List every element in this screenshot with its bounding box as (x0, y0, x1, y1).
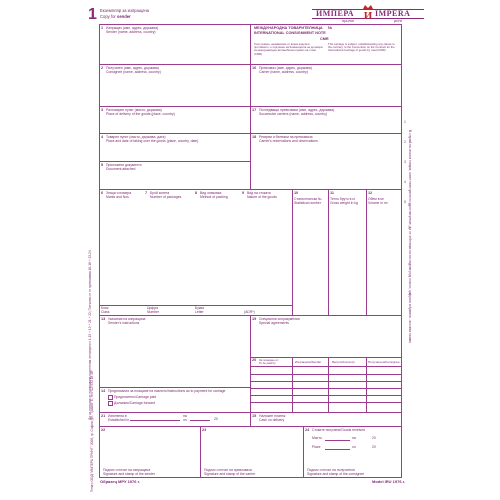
divider (99, 133, 250, 134)
carrier-signature-en: Signature and stamp of the carrier (204, 472, 256, 476)
field-1-label-en: Sender (name, address, country) (106, 30, 156, 34)
letter-label-en: Letter (195, 310, 204, 314)
copy-label-en-party: sender (117, 14, 131, 19)
field-19-label-bg: Специални споразумения (259, 317, 300, 321)
field-24-label: Стоките получени/Goods received (312, 428, 365, 432)
on-label-en: on (183, 418, 187, 422)
field-number: 7 (145, 191, 148, 195)
divider (250, 366, 402, 367)
letter-label: Буква (195, 306, 204, 310)
title-en: INTERNATIONAL CONSIGNMENT NOTE (254, 31, 326, 35)
sender-input[interactable] (104, 36, 246, 62)
field-number: 19 (252, 317, 257, 321)
consignee-input[interactable] (104, 76, 246, 104)
carrier-input[interactable] (254, 76, 398, 104)
divider (99, 64, 402, 65)
divider (99, 161, 250, 162)
field-number: 6 (101, 191, 104, 195)
divider (366, 357, 367, 412)
class-label-en: Class (101, 310, 110, 314)
field-14-label: Предписания за плащане на навлото/Instructions as to payment for carriage (108, 389, 226, 393)
field-11-label-bg: Тегло бруто в кг (330, 197, 356, 201)
divider (328, 357, 329, 412)
field-13-label-en: Sender's instructions (108, 321, 140, 325)
margin-number: 5 (404, 200, 406, 204)
field-10-label-bg: Статистически № (294, 197, 322, 201)
place-label-bg: Място (312, 436, 322, 440)
field-17-label-en: Successive carriers (name, address, country) (259, 112, 328, 116)
copy-number: 1 (88, 6, 97, 23)
field-7-label-bg: Брой колета (150, 191, 170, 195)
field-22: 22 (101, 428, 106, 432)
field-16-label-en: Carrier (name, address, country) (259, 70, 308, 74)
carrier-reservations-input[interactable] (254, 145, 398, 187)
logo-text-left: ИМПЕРА (316, 9, 354, 18)
field-number: 10 (294, 191, 299, 195)
divider (250, 374, 402, 375)
field-4-label-en: Place and date of taking over the goods (place, country, date) (106, 139, 199, 143)
sender-signature-bg: Подпис и печат на изпращача (103, 468, 151, 472)
field-20-label-en: To be paid by (259, 361, 276, 365)
field-1-label-bg: Изпращач (име, адрес, държава) (106, 26, 159, 30)
field-number: 2 (101, 66, 104, 70)
field-15-label-en: Cash on delivery (259, 418, 285, 422)
left-margin-text: Да се попълва от превозвача под негова отговорност 1-15 + 19 + 21 + 22; Попълва се от превозвача 16-18 + 23-24 (88, 250, 92, 420)
divider (292, 189, 293, 315)
field-number: 20 (252, 358, 257, 362)
carriage-forward-label: Дължимо/Carriage forward (114, 401, 155, 405)
field-7-label-en: Number of packages (150, 195, 182, 199)
left-margin-imprint: Печат: ООД "ИМПЕРА ПРИНТ" 2008, гр. София, ул. "Тракия" 6, тел. 02/ 931 18 10 (90, 371, 94, 492)
copy-label-bg: Екземпляр за изпращача (100, 8, 150, 13)
logo-sub-right: print (394, 18, 402, 23)
taking-over-input[interactable] (104, 145, 246, 159)
divider (250, 412, 402, 413)
divider (250, 381, 402, 382)
field-9-label-en: Nature of the goods (247, 195, 277, 199)
carrier-signature-bg: Подпис и печат на превозвача (204, 468, 252, 472)
carriage-forward-checkbox[interactable] (108, 401, 113, 406)
field-11-label-en: Gross weight in kg (330, 201, 358, 205)
divider (328, 189, 329, 315)
logo-crown-icon (362, 4, 374, 20)
field-number: 11 (330, 191, 335, 195)
pay-col-currency: Валута/Currency (332, 360, 355, 364)
impera-logo (312, 4, 424, 24)
field-4-label-bg: Товарен пункт (място, държава, дата) (106, 135, 166, 139)
divider (250, 395, 402, 396)
successive-carriers-input[interactable] (254, 118, 398, 131)
field-17-label-bg: Последващи превозвачи (име, адрес, държава) (259, 108, 335, 112)
right-margin-text: В случай на опасни товари, освен евентуалното удостоверение, да се отбележи на последния ред: класът, цифрата и буквата - ако има такива (408, 130, 412, 343)
field-number: 16 (252, 66, 257, 70)
on-label-bg: на (183, 414, 187, 418)
title-cmr: CMR (320, 37, 329, 41)
consignee-signature-en: Signature and stamp of the consignee (307, 472, 365, 476)
sender-signature-en: Signature and stamp of the sender (103, 472, 156, 476)
logo-sub-left: принт (342, 18, 355, 23)
field-12-label-en: Volume in m³ (368, 201, 388, 205)
title-note-en: This carriage is subject, notwithstanding any clause to the contrary, to the Convention on the Contract for the International Carriage of goods by road (CMR) (328, 42, 395, 53)
title-no: № (328, 26, 333, 30)
number-label-en: Number (147, 310, 160, 314)
field-6-label-en: Marks and Nos (106, 195, 129, 199)
field-3-label-bg: Разтоварен пункт (място, държава) (106, 108, 162, 112)
consignee-signature-bg: Подпис и печат на получателя (307, 468, 355, 472)
field-number: 3 (101, 108, 104, 112)
logo-text-right: IMPERA (375, 9, 411, 18)
field-18-label-bg: Резерви и бележки на превозвача (259, 135, 313, 139)
field-5-label-en: Document attached (106, 167, 136, 171)
footer-left: Образец МРУ 1976 г. (100, 479, 140, 484)
on-label-bg: на (352, 436, 356, 440)
divider (99, 387, 250, 388)
delivery-place-input[interactable] (104, 118, 246, 131)
field-number: 1 (101, 26, 104, 30)
established-input[interactable] (130, 413, 240, 423)
divider (325, 440, 350, 441)
field-number: 12 (368, 191, 373, 195)
divider (292, 357, 293, 412)
pay-col-sender: Изпращача/Sender (295, 360, 322, 364)
field-number: 18 (252, 135, 257, 139)
field-20-label-bg: За плащане от: (259, 358, 280, 362)
field-16-label-bg: Превозвач (име, адрес, държава) (259, 66, 312, 70)
field-9-label-bg: Вид на стоката (247, 191, 271, 195)
on-label-en: on (352, 445, 356, 449)
field-number: 21 (101, 414, 106, 418)
sender-instructions-input[interactable] (104, 327, 246, 385)
divider (99, 189, 402, 190)
margin-number: 2 (404, 140, 406, 144)
field-21-label-bg: Изготвена в (108, 414, 127, 418)
number-label: Цифра (147, 306, 158, 310)
copy-label-en (100, 14, 131, 19)
documents-attached-input[interactable] (104, 173, 246, 187)
special-agreements-input[interactable] (254, 327, 398, 355)
field-number: 13 (101, 317, 106, 321)
field-15-label-bg: Наложен платеж (259, 414, 286, 418)
field-2-label-en: Consignee (name, address, country) (106, 70, 161, 74)
margin-number: 4 (404, 180, 406, 184)
field-13-label-bg: Указания на изпращача (108, 317, 146, 321)
margin-number: 3 (404, 160, 406, 164)
field-23: 23 (202, 428, 207, 432)
divider (250, 315, 251, 426)
field-3-label-en: Place of delivery of the goods (place, country) (106, 112, 175, 116)
year-prefix: 20 (372, 445, 376, 449)
adr-label: (ADR*) (244, 310, 255, 314)
field-6-label-bg: Знаци и номера (106, 191, 132, 195)
svg-text:И: И (363, 10, 373, 20)
divider (99, 106, 402, 107)
field-2-label-bg: Получател (име, адрес, държава) (106, 66, 159, 70)
field-number: 24 (305, 428, 310, 432)
divider (200, 426, 201, 478)
field-10-label-en: Statistical number (294, 201, 321, 205)
year-prefix: 20 (372, 436, 376, 440)
divider (99, 426, 402, 427)
field-21-label-en: Established in (108, 418, 130, 422)
title-note-bg: Този превоз, независимо от всяка клауза в противното, е подчинен на Конвенцията за договора за международен автомобилен превоз на стоки (CMR) (254, 42, 323, 56)
field-8-label-bg: Вид опаковка (200, 191, 222, 195)
field-number: 14 (101, 389, 106, 393)
field-number: 15 (252, 414, 257, 418)
divider (325, 449, 350, 450)
pay-col-consignee: Получателя/Consignee (368, 360, 400, 364)
divider (366, 189, 367, 315)
divider (250, 133, 402, 134)
divider (303, 426, 304, 478)
copy-label-en-prefix: Copy for (100, 14, 116, 19)
goods-input[interactable] (104, 206, 290, 303)
field-number: 17 (252, 108, 257, 112)
year-prefix: 20 (214, 417, 218, 421)
title-bg: МЕЖДУНАРОДНА ТОВАРИТЕЛНИЦА (254, 26, 323, 30)
field-18-label-en: Carrier's reservations and observations (259, 139, 318, 143)
field-8-label-en: Method of packing (200, 195, 228, 199)
field-number: 9 (242, 191, 245, 195)
margin-number: 1 (404, 120, 406, 124)
class-label: Клас (101, 306, 109, 310)
divider (250, 388, 402, 389)
carriage-paid-checkbox[interactable] (108, 395, 113, 400)
field-number: 4 (101, 135, 104, 139)
divider (250, 402, 402, 403)
carriage-paid-label: Предплатено/Carriage paid (114, 395, 157, 399)
field-number: 5 (101, 163, 104, 167)
field-19-label-en: Special agreements (259, 321, 289, 325)
place-label-en: Place (312, 445, 321, 449)
field-12-label-bg: Обем в м³ (368, 197, 384, 201)
footer-right: Model IRU 1976 г. (372, 479, 406, 484)
field-number: 8 (195, 191, 198, 195)
field-5-label-bg: Приложени документи (106, 163, 142, 167)
